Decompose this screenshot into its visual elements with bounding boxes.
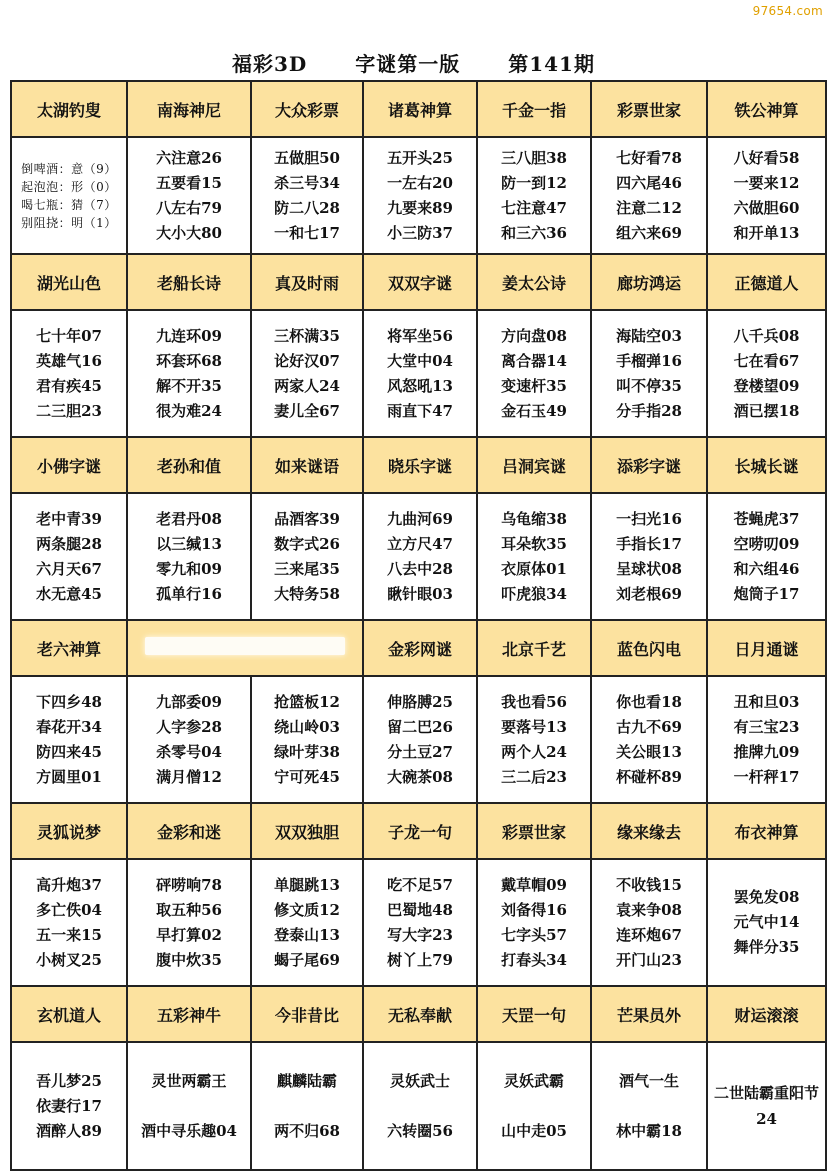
riddle-line: 孤单行16 [156,584,222,603]
riddle-line: 写大字23 [387,925,453,944]
riddle-line: 戴草帽09 [501,875,567,894]
riddle-line: 二三胆23 [36,401,102,420]
column-header: 玄机道人 [11,986,127,1042]
riddle-line: 五开头25 [387,148,453,167]
riddle-line: 袁来争08 [616,900,682,919]
riddle-line: 树丫上79 [387,950,453,969]
riddle-cell [363,859,477,986]
riddle-cell [127,310,251,437]
riddle-line: 我也看56 [501,692,567,711]
riddle-line: 三来尾35 [274,559,340,578]
column-header: 缘来缘去 [591,803,707,859]
riddle-line: 打春头34 [501,950,567,969]
riddle-line: 吾儿梦25 [36,1071,102,1090]
riddle-line: 抢篮板12 [274,692,340,711]
riddle-line: 五做胆50 [274,148,340,167]
riddle-line: 单腿跳13 [274,875,340,894]
column-header: 灵狐说梦 [11,803,127,859]
riddle-cell [477,859,591,986]
riddle-line: 下四乡48 [36,692,102,711]
column-header: 芒果员外 [591,986,707,1042]
riddle-line: 耳朵软35 [501,534,567,553]
column-header: 老船长诗 [127,254,251,310]
column-header: 铁公神算 [707,81,826,137]
column-header: 布衣神算 [707,803,826,859]
riddle-line: 英雄气16 [36,351,102,370]
column-header: 金彩网谜 [363,620,477,676]
riddle-cell [477,493,591,620]
riddle-line: 九要来89 [387,198,453,217]
riddle-line: 空唠叨09 [733,534,800,553]
column-header: 湖光山色 [11,254,127,310]
title-edition: 字谜第一版 [355,52,461,76]
riddle-table [10,80,827,1171]
riddle-line: 蝎子尾69 [274,950,340,969]
riddle-line: 一杆秤17 [733,767,800,786]
content-row [11,493,826,620]
column-header: 南海神尼 [127,81,251,137]
riddle-line: 八左右79 [156,198,222,217]
riddle-line: 立方尺47 [387,534,453,553]
riddle-cell [591,1042,707,1170]
riddle-line: 古九不69 [616,717,682,736]
riddle-line: 七好看78 [616,148,682,167]
riddle-line: 变速杆35 [501,376,567,395]
riddle-line: 宁可死45 [274,767,340,786]
riddle-cell [127,676,251,803]
riddle-line: 取五种56 [156,900,222,919]
riddle-line: 你也看18 [616,692,682,711]
riddle-line: 不收钱15 [616,875,682,894]
riddle-line: 防二八28 [274,198,340,217]
riddle-line: 灵妖武霸 [503,1072,564,1090]
riddle-line: 品酒客39 [274,509,340,528]
riddle-line: 两不归68 [274,1122,340,1140]
riddle-line: 喝七瓶：猜（7） [21,197,117,212]
riddle-line: 五要看15 [156,173,222,192]
riddle-cell [251,1042,363,1170]
column-header: 廊坊鸿运 [591,254,707,310]
riddle-line: 数字式26 [274,534,340,553]
riddle-cell [251,493,363,620]
riddle-line: 绕山岭03 [274,717,340,736]
riddle-cell [477,310,591,437]
riddle-line: 八好看58 [733,148,800,167]
content-row [11,676,826,803]
riddle-line: 人字参28 [156,717,222,736]
column-header: 财运滚滚 [707,986,826,1042]
column-header: 太湖钓叟 [11,81,127,137]
riddle-line: 要落号13 [501,717,567,736]
riddle-line: 杯碰杯89 [616,767,682,786]
riddle-line: 刘老根69 [616,584,682,603]
column-header: 子龙一句 [363,803,477,859]
riddle-line: 元气中14 [733,913,800,931]
riddle-line: 大特务58 [274,584,340,603]
riddle-cell [251,676,363,803]
riddle-line: 和六组46 [733,559,800,578]
riddle-cell [11,1042,127,1170]
riddle-line: 九连环09 [156,326,222,345]
riddle-line: 依妻行17 [36,1096,102,1115]
riddle-line: 多亡佚04 [36,900,102,919]
riddle-cell [591,310,707,437]
column-header: 金彩和迷 [127,803,251,859]
riddle-line: 六做胆60 [733,198,800,217]
riddle-line: 雨直下47 [387,401,453,420]
riddle-line: 绿叶芽38 [274,742,340,761]
riddle-cell [11,310,127,437]
riddle-cell [591,676,707,803]
riddle-line: 八千兵08 [733,326,800,345]
column-header: 无私奉献 [363,986,477,1042]
content-row [11,310,826,437]
riddle-line: 起泡泡：形（0） [21,179,117,194]
riddle-line: 八去中28 [387,559,453,578]
riddle-line: 巴蜀地48 [387,900,453,919]
riddle-line: 灵世两霸王 [151,1072,227,1090]
riddle-line: 炮筒子17 [733,584,800,603]
column-header: 真及时雨 [251,254,363,310]
column-header: 吕洞宾谜 [477,437,591,493]
riddle-line: 丑和旦03 [733,692,800,711]
header-row [11,986,826,1042]
riddle-line: 七注意47 [501,198,567,217]
riddle-line: 一扫光16 [616,509,682,528]
riddle-line: 手榴弹16 [616,351,682,370]
header-row [11,803,826,859]
riddle-line: 腹中炊35 [156,950,222,969]
riddle-cell [363,137,477,254]
column-header: 双双字谜 [363,254,477,310]
column-header: 晓乐字谜 [363,437,477,493]
riddle-line: 酒醉人89 [36,1121,102,1140]
riddle-line: 呈球状08 [616,559,682,578]
riddle-cell [11,676,127,803]
riddle-line: 七十年07 [36,326,102,345]
riddle-line: 麒麟陆霸 [276,1072,337,1090]
riddle-line: 离合器14 [501,351,567,370]
riddle-line: 防一到12 [501,173,567,192]
column-header: 蓝色闪电 [591,620,707,676]
riddle-line: 舞伴分35 [733,938,800,956]
riddle-cell [707,310,826,437]
riddle-line: 三杯满35 [274,326,340,345]
riddle-line: 注意二12 [616,198,682,217]
riddle-line: 倒啤酒：意（9） [21,161,117,176]
riddle-line: 分土豆27 [387,742,453,761]
column-header: 五彩神牛 [127,986,251,1042]
riddle-cell [707,859,826,986]
column-header: 老六神算 [11,620,127,676]
riddle-line: 砰唠响78 [156,875,222,894]
content-row [11,859,826,986]
riddle-line: 一和七17 [274,223,340,242]
column-header: 长城长谜 [707,437,826,493]
site-watermark: 97654.com [752,4,823,18]
riddle-line: 和开单13 [733,223,800,242]
riddle-line: 留二巴26 [387,717,453,736]
column-header: 天罡一句 [477,986,591,1042]
riddle-line: 开门山23 [616,950,682,969]
riddle-line: 组六来69 [616,223,682,242]
riddle-line: 林中霸18 [616,1122,682,1140]
column-header: 北京千艺 [477,620,591,676]
title-lottery: 福彩3D [232,52,308,76]
riddle-line: 修文质12 [274,900,340,919]
riddle-line: 有三宝23 [733,717,800,736]
riddle-line: 风怒吼13 [387,376,453,395]
riddle-line: 小三防37 [387,223,453,242]
riddle-line: 吃不足57 [387,875,453,894]
page-title [0,48,827,77]
riddle-line: 金石玉49 [501,401,567,420]
riddle-line: 罢免发08 [733,888,800,906]
riddle-line: 衣原体01 [501,559,567,578]
riddle-line: 防四来45 [36,742,102,761]
riddle-line: 方向盘08 [501,326,567,345]
riddle-line: 手指长17 [616,534,682,553]
riddle-cell [591,493,707,620]
riddle-cell [251,137,363,254]
title-issue: 第141期 [508,52,595,76]
riddle-line: 将军坐56 [387,326,453,345]
obscured-header-text [145,637,345,655]
header-row [11,437,826,493]
riddle-line: 二世陆霸重阳节24 [714,1084,820,1128]
riddle-line: 君有疾45 [36,376,102,395]
riddle-line: 一左右20 [387,173,453,192]
riddle-line: 瞅针眼03 [387,584,453,603]
riddle-line: 推牌九09 [733,742,800,761]
riddle-line: 四六尾46 [616,173,682,192]
riddle-line: 环套环68 [156,351,222,370]
column-header: 姜太公诗 [477,254,591,310]
riddle-line: 山中走05 [501,1122,567,1140]
header-row [11,81,826,137]
riddle-line: 刘备得16 [501,900,567,919]
riddle-line: 一要来12 [733,173,800,192]
riddle-line: 老君丹08 [156,509,222,528]
riddle-cell [707,137,826,254]
riddle-line: 和三六36 [501,223,567,242]
riddle-line: 老中青39 [36,509,102,528]
riddle-cell [707,493,826,620]
riddle-cell [11,859,127,986]
riddle-line: 七在看67 [733,351,800,370]
column-header: 如来谜语 [251,437,363,493]
riddle-line: 水无意45 [36,584,102,603]
riddle-cell [251,859,363,986]
riddle-cell [11,137,127,254]
riddle-line: 六注意26 [156,148,222,167]
riddle-cell [251,310,363,437]
column-header: 日月通谜 [707,620,826,676]
riddle-line: 酒已摆18 [733,401,800,420]
riddle-line: 两家人24 [274,376,340,395]
riddle-cell [477,1042,591,1170]
riddle-line: 七字头57 [501,925,567,944]
riddle-line: 酒中寻乐趣04 [141,1122,237,1140]
riddle-line: 两个人24 [501,742,567,761]
column-header: 老孙和值 [127,437,251,493]
column-header: 千金一指 [477,81,591,137]
riddle-cell [127,859,251,986]
riddle-line: 吓虎狼34 [501,584,567,603]
riddle-cell [707,676,826,803]
riddle-cell [363,1042,477,1170]
header-row [11,254,826,310]
riddle-cell [591,859,707,986]
column-header [127,620,363,676]
riddle-line: 别阻挠：明（1） [21,215,117,230]
riddle-line: 杀零号04 [156,742,222,761]
riddle-line: 六转圈56 [387,1122,453,1140]
riddle-cell [363,493,477,620]
riddle-line: 分手指28 [616,401,682,420]
column-header: 正德道人 [707,254,826,310]
riddle-line: 满月僧12 [156,767,222,786]
riddle-line: 方圆里01 [36,767,102,786]
riddle-cell [707,1042,826,1170]
riddle-line: 三八胆38 [501,148,567,167]
riddle-line: 妻儿全67 [274,401,340,420]
column-header: 双双独胆 [251,803,363,859]
header-row [11,620,826,676]
column-header: 添彩字谜 [591,437,707,493]
riddle-line: 杀三号34 [274,173,340,192]
riddle-line: 零九和09 [156,559,222,578]
riddle-line: 小树叉25 [36,950,102,969]
riddle-line: 很为难24 [156,401,222,420]
riddle-line: 叫不停35 [616,376,682,395]
riddle-line: 九曲河69 [387,509,453,528]
riddle-line: 苍蝇虎37 [733,509,800,528]
riddle-line: 大堂中04 [387,351,453,370]
riddle-line: 论好汉07 [274,351,340,370]
riddle-line: 以三缄13 [156,534,222,553]
riddle-line: 大小大80 [156,223,222,242]
riddle-cell [591,137,707,254]
content-row [11,137,826,254]
riddle-cell [477,137,591,254]
column-header: 诸葛神算 [363,81,477,137]
riddle-line: 高升炮37 [36,875,102,894]
riddle-line: 五一来15 [36,925,102,944]
column-header: 今非昔比 [251,986,363,1042]
riddle-line: 九部委09 [156,692,222,711]
riddle-line: 三二后23 [501,767,567,786]
riddle-line: 六月天67 [36,559,102,578]
riddle-line: 关公眼13 [616,742,682,761]
column-header: 彩票世家 [477,803,591,859]
riddle-line: 乌龟缩38 [501,509,567,528]
riddle-line: 酒气一生 [618,1072,679,1090]
riddle-line: 早打算02 [156,925,222,944]
riddle-cell [363,310,477,437]
riddle-cell [477,676,591,803]
riddle-cell [363,676,477,803]
content-row [11,1042,826,1170]
riddle-line: 海陆空03 [616,326,682,345]
riddle-line: 灵妖武士 [389,1072,450,1090]
column-header: 彩票世家 [591,81,707,137]
riddle-line: 登楼望09 [733,376,800,395]
column-header: 小佛字谜 [11,437,127,493]
riddle-cell [11,493,127,620]
riddle-line: 两条腿28 [36,534,102,553]
column-header: 大众彩票 [251,81,363,137]
riddle-line: 春花开34 [36,717,102,736]
riddle-line: 连环炮67 [616,925,682,944]
riddle-line: 登泰山13 [274,925,340,944]
riddle-line: 大碗茶08 [387,767,453,786]
riddle-line: 伸胳膊25 [387,692,453,711]
riddle-line: 解不开35 [156,376,222,395]
riddle-cell [127,1042,251,1170]
riddle-cell [127,137,251,254]
riddle-cell [127,493,251,620]
